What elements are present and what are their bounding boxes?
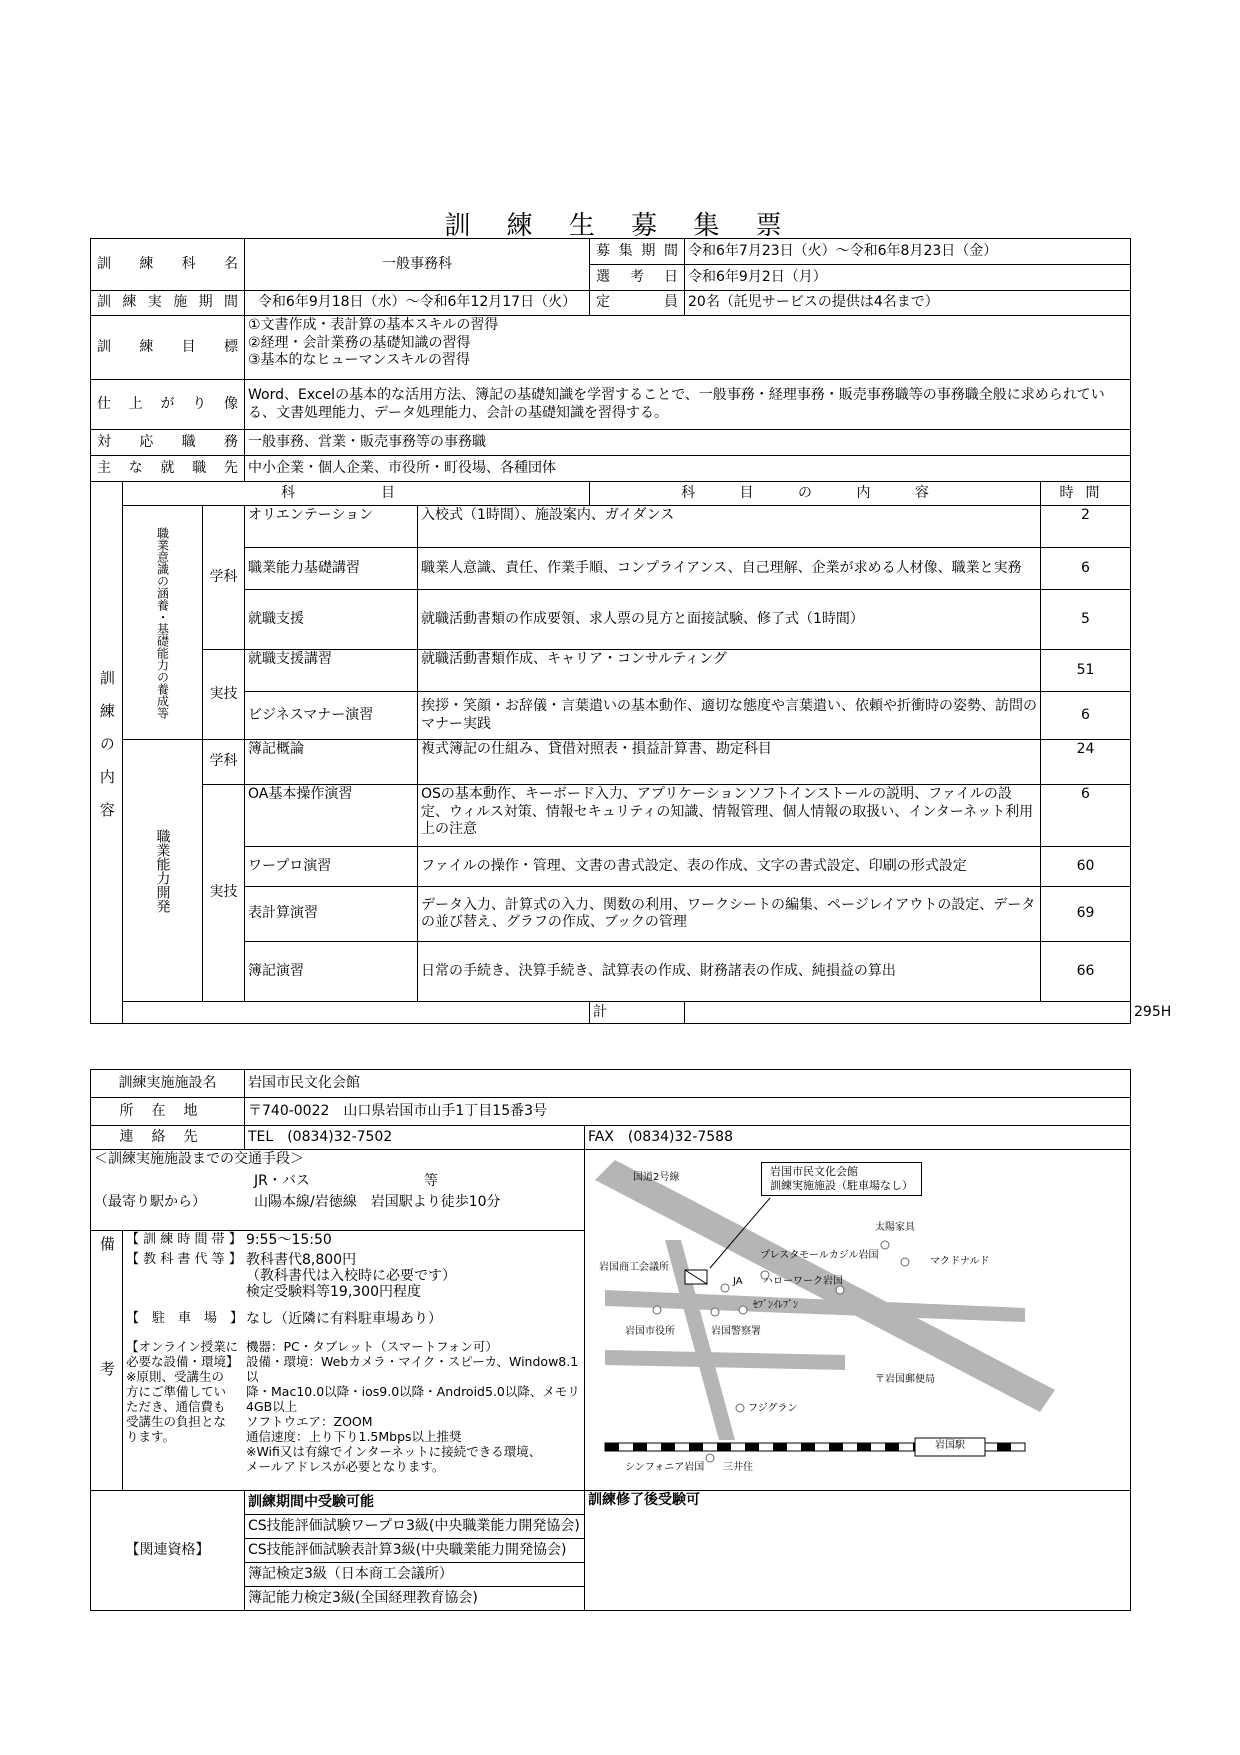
content-cell: 挨拶・笑顔・お辞儀・言葉遣いの基本動作、適切な態度や言葉遣い、依頼や折衝時の姿勢、訪問のマナー実践 — [418, 692, 1041, 740]
qualification-item: 簿記能力検定3級(全国経理教育協会) — [245, 1587, 585, 1611]
nearest: 山陽本線/岩徳線 岩国駅より徒歩10分 — [254, 1194, 501, 1210]
subject-cell: 簿記概論 — [245, 740, 418, 785]
landmark-dot — [901, 1258, 909, 1266]
landmark-dot — [653, 1306, 661, 1314]
note-label: 【 駐 車 場 】 — [126, 1310, 244, 1326]
tel: TEL (0834)32-7502 — [245, 1126, 585, 1150]
employers-label: 主な就職先 — [91, 456, 245, 482]
map-post: 〒岩国郵便局 — [875, 1374, 935, 1385]
col-hours: 時間 — [1041, 482, 1131, 506]
road-city-hall — [605, 1350, 845, 1370]
goal-item: ③基本的なヒューマンスキルの習得 — [248, 352, 470, 368]
capacity-label: 定員 — [590, 291, 685, 316]
facility-table — [90, 1069, 1131, 1611]
selection-label: 選考日 — [590, 265, 685, 291]
landmark-dot — [706, 1454, 714, 1462]
landmark-dot — [736, 1404, 744, 1412]
map-ja: JA — [733, 1276, 743, 1287]
jobs-label: 対応職務 — [91, 430, 245, 456]
total-spacer — [685, 1002, 1131, 1024]
hours-cell: 2 — [1041, 506, 1131, 548]
map-cityhall: 岩国市役所 — [625, 1326, 675, 1337]
content-cell: 日常の手続き、決算手続き、試算表の作成、財務諸表の作成、純損益の算出 — [418, 942, 1041, 1002]
qualification-item: CS技能評価試験ワープロ3級(中央職業能力開発協会) — [245, 1515, 585, 1539]
hours-cell: 51 — [1041, 650, 1131, 692]
course-name: 一般事務科 — [245, 239, 590, 291]
map-symphonia: シンフォニア岩国 — [625, 1462, 705, 1473]
content-cell: 就職活動書類作成、キャリア・コンサルティング — [418, 650, 1041, 692]
hours-cell: 6 — [1041, 785, 1131, 847]
col-content: 科 目 の 内 容 — [590, 482, 1041, 506]
qualification-item: 簿記検定3級（日本商工会議所） — [245, 1563, 585, 1587]
hours-cell: 66 — [1041, 942, 1131, 1002]
note-text: 9:55～15:50 — [246, 1232, 332, 1249]
access-map — [585, 1150, 1131, 1491]
during-heading: 訓練期間中受験可能 — [245, 1491, 585, 1515]
hours-cell: 60 — [1041, 847, 1131, 887]
type-lecture: 学科 — [203, 740, 245, 785]
subject-cell: 就職支援 — [245, 590, 418, 650]
map-presta: プレスタモールカジル岩国 — [760, 1250, 879, 1261]
type-lecture: 学科 — [203, 506, 245, 650]
note-label: 【 教 科 書 代 等 】 — [126, 1251, 242, 1267]
curriculum-side-label: 訓練の内容 — [91, 482, 123, 1024]
subject-cell: 表計算演習 — [245, 887, 418, 942]
subject-cell: ビジネスマナー演習 — [245, 692, 418, 740]
course-label: 訓練科名 — [91, 239, 245, 291]
facility-name-label: 訓練実施施設名 — [91, 1070, 245, 1098]
note-text: 教科書代8,800円 （教科書代は入校時に必要です） 検定受験料等19,300円程度 — [246, 1251, 456, 1300]
content-cell: OSの基本動作、キーボード入力、アプリケーションソフトインストールの説明、ファイルの設定、ウィルス対策、情報セキュリティの知識、情報管理、個人情報の取扱い、インターネット利用上の注意 — [418, 785, 1041, 847]
landmark-dot — [739, 1306, 747, 1314]
map-seven: ｾﾌﾞﾝｲﾚﾌﾞﾝ — [753, 1300, 798, 1311]
notes-side-label: 備考 — [91, 1231, 123, 1491]
hours-cell: 24 — [1041, 740, 1131, 785]
map-mcd: マクドナルド — [930, 1256, 990, 1267]
content-cell: 入校式（1時間）、施設案内、ガイダンス — [418, 506, 1041, 548]
qualification-item: CS技能評価試験表計算3級(中央職業能力開発協会) — [245, 1539, 585, 1563]
training-period: 令和6年9月18日（水）～令和6年12月17日（火） — [245, 291, 590, 316]
recruit-period-label: 募集期間 — [590, 239, 685, 265]
contact-label: 連絡先 — [91, 1126, 245, 1150]
hours-cell: 69 — [1041, 887, 1131, 942]
map-route2: 国道2号線 — [633, 1172, 680, 1183]
training-period-label: 訓練実施期間 — [91, 291, 245, 316]
transport-block — [91, 1150, 585, 1231]
goal-label: 訓練目標 — [91, 316, 245, 380]
transport-col1: JR・バス — [254, 1172, 310, 1189]
subject-cell: 簿記演習 — [245, 942, 418, 1002]
map-taiyo: 太陽家具 — [875, 1222, 915, 1233]
notes-block — [123, 1231, 585, 1491]
landmark-dot — [721, 1284, 729, 1292]
employers: 中小企業・個人企業、市役所・町役場、各種団体 — [245, 456, 1131, 482]
map-facility-label: 岩国市民文化会館 訓練実施施設（駐車場なし） — [761, 1162, 922, 1196]
content-cell: 職業人意識、責任、作業手順、コンプライアンス、自己理解、企業が求める人材像、職業と実務 — [418, 548, 1041, 590]
landmark-dot — [881, 1241, 889, 1249]
notes-inner — [123, 1231, 584, 1475]
group1-label: 職業意識の涵養・基礎能力の養成等 — [123, 506, 203, 740]
map-chamber: 岩国商工会議所 — [599, 1262, 669, 1273]
map-police: 岩国警察署 — [711, 1326, 761, 1337]
selection-date: 令和6年9月2日（月） — [685, 265, 1131, 291]
map-station: 岩国駅 — [935, 1440, 965, 1451]
total-spacer — [123, 1002, 590, 1024]
landmark-dot — [711, 1308, 719, 1316]
address: 〒740-0022 山口県岩国市山手1丁目15番3号 — [245, 1098, 1131, 1126]
note-label: 【 訓 練 時 間 帯 】 — [126, 1232, 242, 1248]
total-label: 計 — [590, 1002, 685, 1024]
type-practice: 実技 — [203, 785, 245, 1002]
content-cell: 複式簿記の仕組み、貸借対照表・損益計算書、勘定科目 — [418, 740, 1041, 785]
goals — [245, 316, 1131, 380]
capacity: 20名（託児サービスの提供は4名まで） — [685, 291, 1131, 316]
nearest-label: （最寄り駅から） — [94, 1194, 206, 1210]
hours-cell: 5 — [1041, 590, 1131, 650]
map-fujigran: フジグラン — [748, 1403, 798, 1414]
subject-cell: 就職支援講習 — [245, 650, 418, 692]
subject-cell: ワープロ演習 — [245, 847, 418, 887]
recruit-period: 令和6年7月23日（火）～令和6年8月23日（金） — [685, 239, 1131, 265]
type-practice: 実技 — [203, 650, 245, 740]
page-title: 訓 練 生 募 集 票 — [444, 211, 796, 241]
online-label: 【オンライン授業に 必要な設備・環境】 ※原則、受講生の 方にご準備してい ただき、通信費も 受講生の負担とな ります。 — [126, 1339, 239, 1445]
content-cell: データ入力、計算式の入力、関数の利用、ワークシートの編集、ページレイアウトの設定、データの並び替え、グラフの作成、ブックの管理 — [418, 887, 1041, 942]
map-hellowork: ハローワーク岩国 — [763, 1276, 843, 1287]
outcome-label: 仕上がり像 — [91, 380, 245, 430]
hours-cell: 6 — [1041, 692, 1131, 740]
online-text: 機器：PC・タブレット（スマートフォン可） 設備・環境：Webカメラ・マイク・スピーカ、Window8.1以 降・Mac10.0以降・ios9.0以降・Android5.0以降、メモリ 4GB以上 ソフトウエア：ZOOM 通信速度：上り下り1.5Mbps以上推奨 ※Wifi又は有線でインターネットに接続できる環境、 メールアドレスが必要となります。 — [246, 1339, 580, 1475]
after-heading: 訓練修了後受験可 — [585, 1491, 1131, 1611]
address-label: 所在地 — [91, 1098, 245, 1126]
content-cell: 就職活動書類の作成要領、求人票の見方と面接試験、修了式（1時間） — [418, 590, 1041, 650]
col-subject: 科 目 — [123, 482, 590, 506]
road-east-west — [605, 1290, 1025, 1322]
outcome: Word、Excelの基本的な活用方法、簿記の基礎知識を学習することで、一般事務・経理事務・販売事務職等の事務職全般に求められている、文書処理能力、データ処理能力、会計の基礎知識を習得する。 — [245, 380, 1131, 430]
qualifications-label: 【関連資格】 — [91, 1491, 245, 1611]
note-text: なし（近隣に有料駐車場あり） — [246, 1310, 442, 1327]
map-mitsui: 三井住 — [723, 1462, 753, 1473]
recruitment-table: 訓練科名 一般事務科 募集期間 令和6年7月23日（火）～令和6年8月23日（金） 選考日 令和6年9月2日（月） 訓練実施期間 令和6年9月18日（水）～令和6年12月17日（火） 定員 20名（託児サービスの提供は4名まで） 訓練目標 ①文書作成・表計算の基本スキルの習得 ②経理・会計業務の基礎知識の習得 ③基本的なヒューマンスキルの習得 仕上がり像 Word、Excelの基本的な活用方法、簿記の基礎知識を学習することで、一般事務・経理事務・販売事務職等の事務職全般に求められている、文書処理能力、データ処理能力、会計の基礎知識を習得する。 対応職務 一般事務、営業・販売事務等の事務職 主な就職先 中小企業・個人企業、市役所・町役場、各種団体 訓練の内容 科 目 科 目 の 内 容 時間 職業意識の涵養・基礎能力の養成等 学科 オリエンテーション 入校式（1時間）、施設案内、ガイダンス 2 職業能力基礎講習 職業人意識、責任、作業手順、コンプライアンス、自己理解、企業が求める人材像、職業と実務 6 就職支援 就職活動書類の作成要領、求人票の見方と面接試験、修了式（1時間） 5 実技 就職支援講習 就職活動書類作成、キャリア・コンサルティング 51 ビジネスマナー演習 挨拶・笑顔・お辞儀・言葉遣いの基本動作、適切な態度や言葉遣い、依頼や折衝時の姿勢、訪問のマナー実践 6 職業能力開発 学科 簿記概論 複式簿記の仕組み、貸借対照表・損益計算書、勘定科目 24 実技 OA基本操作演習 OSの基本動作、キーボード入力、アプリケーションソフトインストールの説明、ファイルの設定、ウィルス対策、情報セキュリティの知識、情報管理、個人情報の取扱い、インターネット利用上の注意 6 ワープロ演習 ファイルの操作・管理、文書の書式設定、表の作成、文字の書式設定、印刷の形式設定 60 表計算演習 データ入力、計算式の入力、関数の利用、ワークシートの編集、ページレイアウトの設定、データの並び替え、グラフの作成、ブックの管理 69 簿記演習 日常の手続き、決算手続き、試算表の作成、財務諸表の作成、純損益の算出 66 計 295H — [90, 238, 1131, 1024]
facility-name: 岩国市民文化会館 — [245, 1070, 1131, 1098]
transport-col2: 等 — [424, 1172, 438, 1189]
content-cell: ファイルの操作・管理、文書の書式設定、表の作成、文字の書式設定、印刷の形式設定 — [418, 847, 1041, 887]
subject-cell: 職業能力基礎講習 — [245, 548, 418, 590]
subject-cell: オリエンテーション — [245, 506, 418, 548]
goal-item: ②経理・会計業務の基礎知識の習得 — [248, 334, 471, 351]
goal-item: ①文書作成・表計算の基本スキルの習得 — [248, 317, 499, 333]
fax: FAX (0834)32-7588 — [585, 1126, 1131, 1150]
subject-cell: OA基本操作演習 — [245, 785, 418, 847]
group2-label: 職業能力開発 — [123, 740, 203, 1002]
transport-heading: ＜訓練実施施設までの交通手段＞ — [94, 1151, 304, 1167]
map-roads — [585, 1150, 1105, 1480]
jobs: 一般事務、営業・販売事務等の事務職 — [245, 430, 1131, 456]
hours-cell: 6 — [1041, 548, 1131, 590]
